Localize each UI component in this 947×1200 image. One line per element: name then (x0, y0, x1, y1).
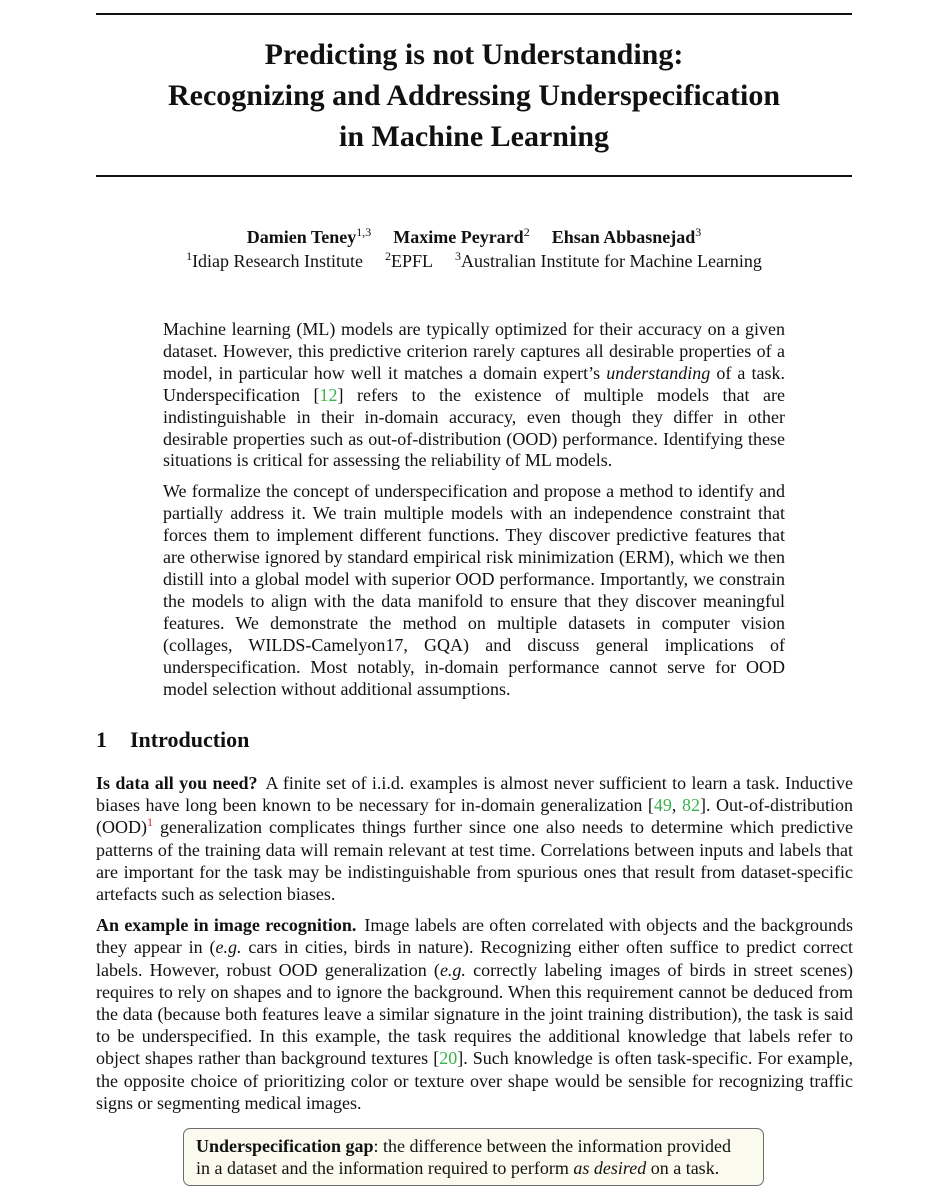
footnote-link[interactable]: 1 (147, 815, 153, 830)
author-name: Maxime Peyrard (393, 227, 524, 247)
definition-callout (183, 1128, 764, 1186)
section-heading (96, 727, 249, 753)
section-number: 1 (96, 727, 107, 752)
affiliation: Idiap Research Institute (192, 251, 364, 271)
affil-mark: 1 (186, 249, 193, 263)
emphasis: e.g. (215, 937, 242, 958)
callout-line-1: Underspecification gap: the difference between the information provided (196, 1136, 732, 1156)
author-name: Ehsan Abbasnejad (551, 227, 696, 247)
citation-link[interactable]: 49 (653, 795, 672, 816)
title-bottom-rule (96, 175, 852, 177)
section-title: Introduction (130, 727, 250, 752)
citation-link[interactable]: 82 (681, 795, 700, 816)
author-block (96, 225, 852, 273)
citation-link[interactable]: 20 (439, 1048, 458, 1069)
author-names (96, 225, 852, 249)
abstract-paragraph-2: We formalize the concept of underspecification and propose a method to identify and partially address it. We train multiple models with an independence constraint that forces them to implement different functions. They discover predictive features that are otherwise ignored by standard empirical risk minimization (ERM), which we then distill into a global model with superior OOD performance. Importantly, we constrain the models to align with the data manifold to ensure that they discover meaningful features. We demonstrate the method on multiple datasets in computer vision (collages, WILDS-Camelyon17, GQA) and discuss general implications of underspecification. Most notably, in-domain performance cannot serve for OOD model selection without additional assumptions. (163, 481, 785, 699)
paper-title (96, 34, 852, 157)
abstract-paragraph-1: Machine learning (ML) models are typically optimized for their accuracy on a given dataset. However, this predictive criterion rarely captures all desirable properties of a model, in particular how well it matches a domain expert’s understanding of a task. Underspecification [12] refers to the existence of multiple models that are indistinguishable in their in-domain accuracy, even though they differ in other desirable properties such as out-of-distribution (OOD) performance. Identifying these situations is critical for assessing the reliability of ML models. (163, 319, 786, 471)
title-line-3: in Machine Learning (338, 120, 609, 153)
intro-paragraph-1: Is data all you need? A finite set of i.i.d. examples is almost never sufficient to learn a task. Inductive biases have long been known to be necessary for in-domain generalization [49, 82]. Out-of-distribution (OOD)$^1$ generalization complicates things further since one also needs to determine which predictive patterns of the training data will remain relevant at test time. Correlations between inputs and labels that are important for the task may be indistinguishable from spurious ones that result from dataset-specific artefacts such as selection biases. (96, 773, 854, 905)
affiliations (96, 249, 852, 273)
title-line-1: Predicting is not Understanding: (264, 38, 684, 71)
affil-mark: 2 (385, 249, 392, 263)
callout-line-2: in a dataset and the information required to perform as desired on a task. (196, 1158, 720, 1178)
author-affil-mark: 2 (523, 225, 530, 239)
paragraph-heading: Is data all you need? (96, 773, 258, 793)
title-line-2: Recognizing and Addressing Underspecification (168, 79, 780, 112)
affiliation: EPFL (391, 251, 434, 271)
affil-mark: 3 (455, 249, 462, 263)
intro-paragraph-2: An example in image recognition. Image labels are often correlated with objects and the backgrounds they appear in (e.g. cars in cities, birds in nature). Recognizing either often suffice to predict correct labels. However, robust OOD generalization (e.g. correctly labeling images of birds in street scenes) requires to rely on shapes and to ignore the background. When this requirement cannot be deduced from the data (because both features leave a similar signature in the joint training distribution), the task is said to be underspecified. In this example, the task requires the additional knowledge that labels refer to object shapes rather than background textures [20]. Such knowledge is often task-specific. For example, the opposite choice of prioritizing color or texture over shape would be sensible for recognizing traffic signs or segmenting medical images. (96, 915, 854, 1113)
top-rule (96, 13, 852, 15)
affiliation: Australian Institute for Machine Learning (461, 251, 762, 271)
author-affil-mark: 1,3 (356, 225, 372, 239)
author-name: Damien Teney (246, 227, 357, 247)
citation-link[interactable]: 12 (319, 384, 338, 405)
emphasis: understanding (606, 362, 711, 383)
abstract (163, 319, 785, 709)
callout-term: Underspecification gap (196, 1136, 374, 1156)
author-affil-mark: 3 (695, 225, 702, 239)
emphasis: as desired (573, 1158, 647, 1178)
emphasis: e.g. (439, 959, 466, 980)
paragraph-heading: An example in image recognition. (96, 915, 357, 936)
intro-body (96, 772, 853, 1123)
